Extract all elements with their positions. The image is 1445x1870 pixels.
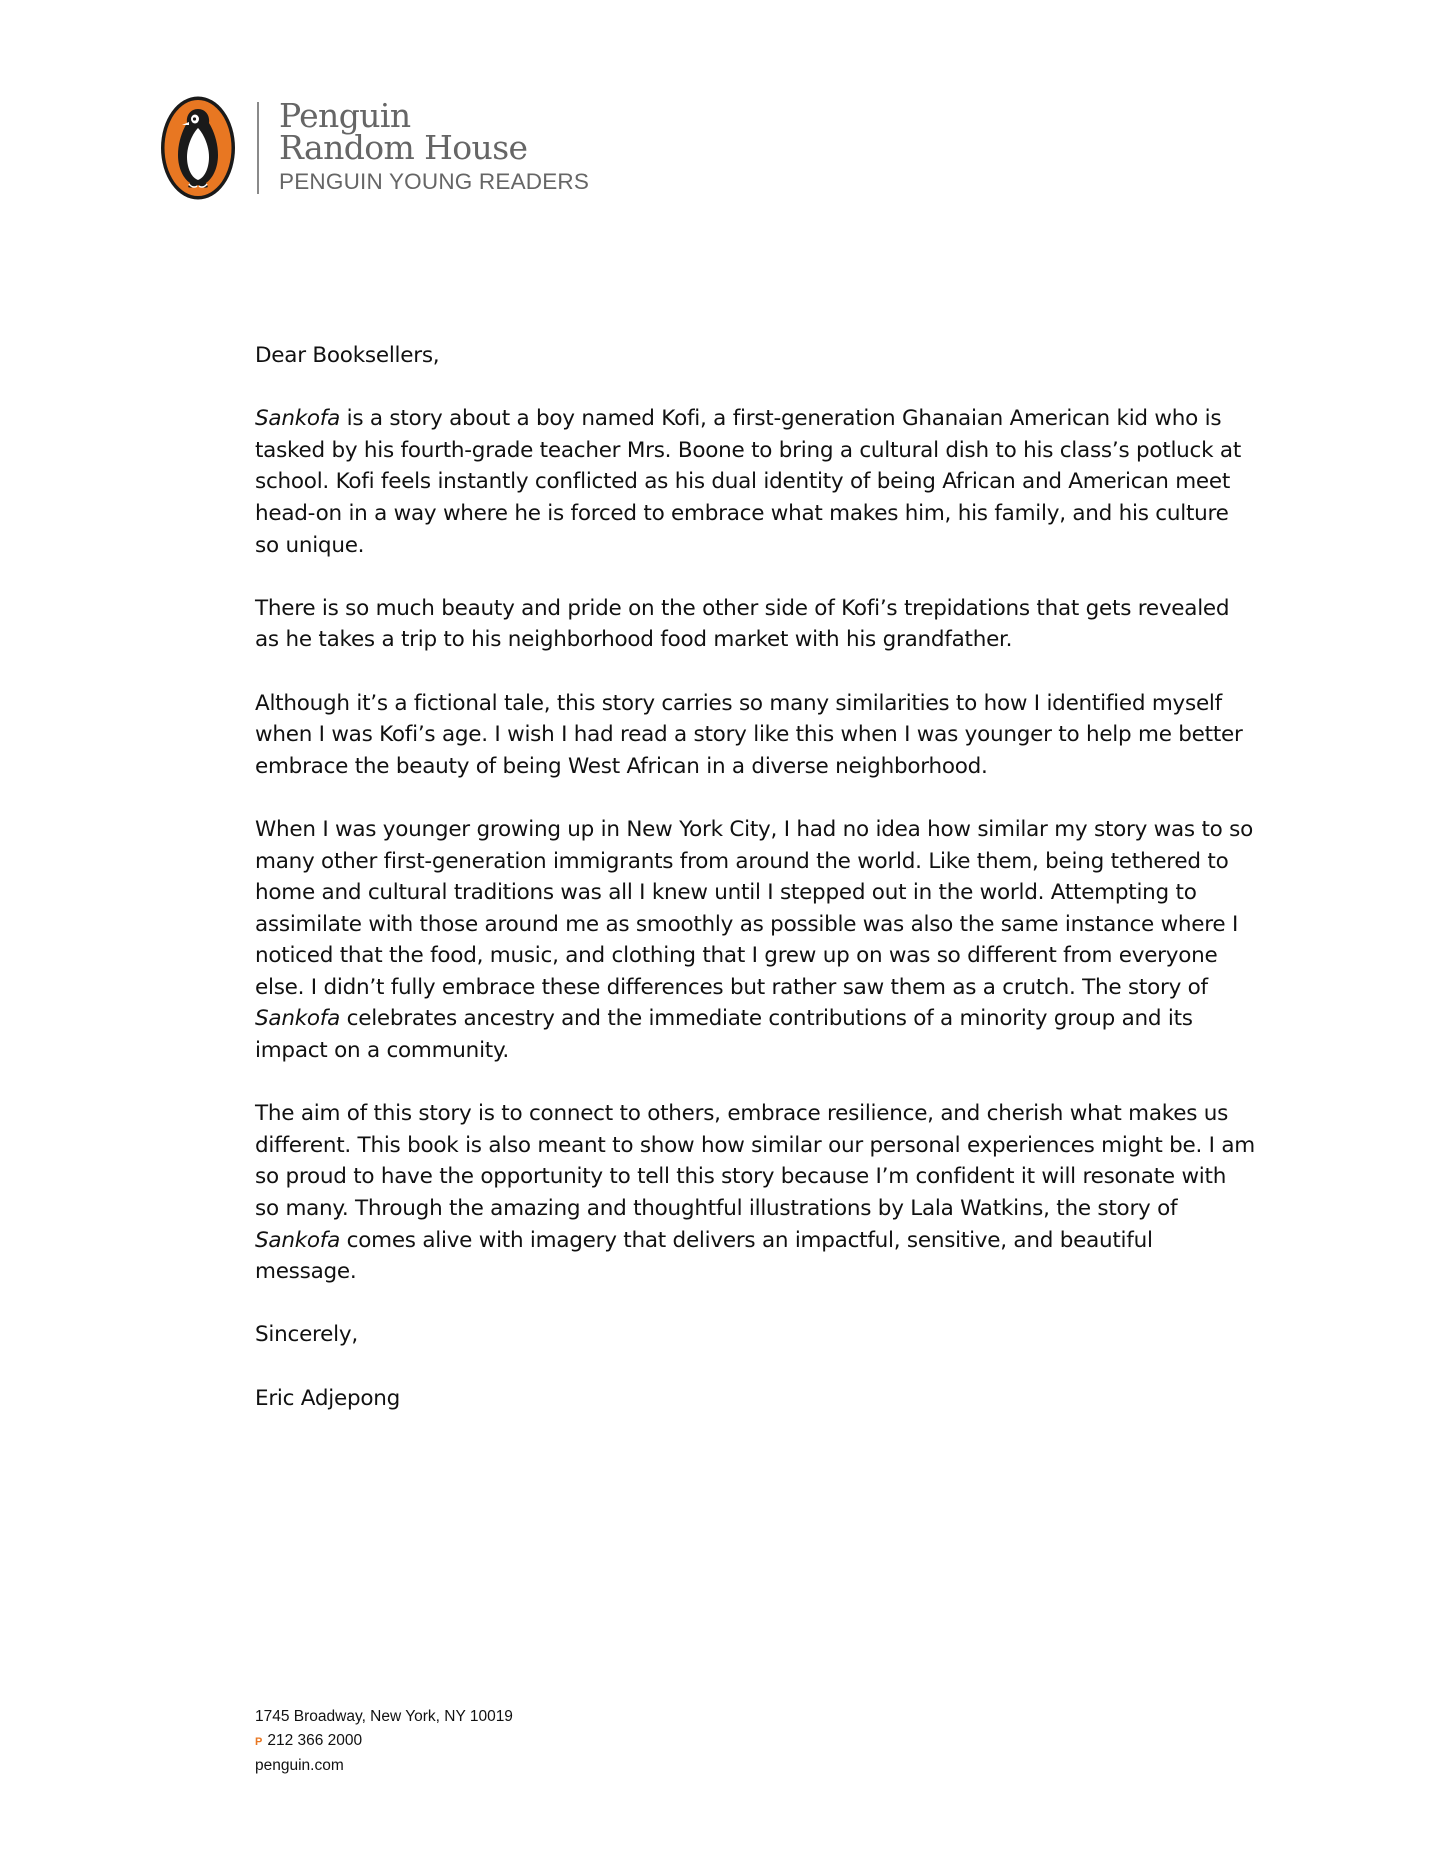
phone-label: P bbox=[255, 1735, 263, 1748]
paragraph-1 bbox=[255, 403, 1255, 561]
brand-imprint: PENGUIN YOUNG READERS bbox=[279, 169, 590, 194]
brand-wordmark bbox=[279, 96, 590, 196]
book-title: Sankofa bbox=[255, 406, 341, 432]
brand-line-1: Penguin bbox=[279, 96, 411, 135]
phone-number: 212 366 2000 bbox=[267, 1731, 363, 1749]
paragraph-3: Although it’s a fictional tale, this story carries so many similarities to how I identified myself when I was Kofi’s age. I wish I had read a story like this when I was younger to help me better embrace the beauty of being West African in a diverse neighborhood. bbox=[255, 690, 1243, 779]
paragraph-5 bbox=[255, 1098, 1255, 1288]
paragraph-4-text-after: celebrates ancestry and the immediate contributions of a minority group and its impact on a community. bbox=[255, 1006, 1193, 1064]
brand-line-2: Random House bbox=[279, 128, 528, 167]
footer-phone bbox=[255, 1729, 513, 1755]
book-title: Sankofa bbox=[255, 1227, 341, 1253]
salutation: Dear Booksellers, bbox=[255, 343, 440, 368]
logo-divider bbox=[257, 102, 259, 194]
paragraph-1-text: is a story about a boy named Kofi, a first-generation Ghanaian American kid who is tasked by his fourth-grade teacher Mrs. Boone to bring a cultural dish to his class’s potluck at school. Kofi feels instantly conflicted as his dual identity of being African and American meet head-on in a way where he is forced to embrace what makes him, his family, and his culture so unique. bbox=[255, 406, 1242, 558]
paragraph-5-text-after: comes alive with imagery that delivers an impactful, sensitive, and beautiful message. bbox=[255, 1227, 1153, 1285]
letter-body bbox=[255, 340, 1255, 1446]
footer-website[interactable]: penguin.com bbox=[255, 1757, 344, 1774]
footer-address: 1745 Broadway, New York, NY 10019 bbox=[255, 1708, 513, 1725]
paragraph-4-text-before: When I was younger growing up in New York City, I had no idea how similar my story was to so many other first-generation immigrants from around the world. Like them, being tethered to home and cultural traditions was all I knew until I stepped out in the world. Attempting to assimilate with those around me as smoothly as possible was also the same instance where I noticed that the food, music, and clothing that I grew up on was so different from everyone else. I didn’t fully embrace these differences but rather saw them as a crutch. The story of bbox=[255, 816, 1253, 1000]
paragraph-2: There is so much beauty and pride on the other side of Kofi’s trepidations that gets revealed as he takes a trip to his neighborhood food market with his grandfather. bbox=[255, 595, 1230, 653]
book-title: Sankofa bbox=[255, 1006, 341, 1032]
penguin-logo-icon bbox=[160, 95, 236, 201]
signature: Eric Adjepong bbox=[255, 1385, 401, 1411]
paragraph-4 bbox=[255, 814, 1255, 1067]
paragraph-5-text-before: The aim of this story is to connect to others, embrace resilience, and cherish what makes us different. This book is also meant to show how similar our personal experiences might be. I am so proud to have the opportunity to tell this story because I’m confident it will resonate with so many. Through the amazing and thoughtful illustrations by Lala Watkins, the story of bbox=[255, 1101, 1255, 1222]
closing: Sincerely, bbox=[255, 1322, 358, 1348]
letterhead bbox=[160, 94, 589, 202]
footer bbox=[255, 1705, 513, 1778]
